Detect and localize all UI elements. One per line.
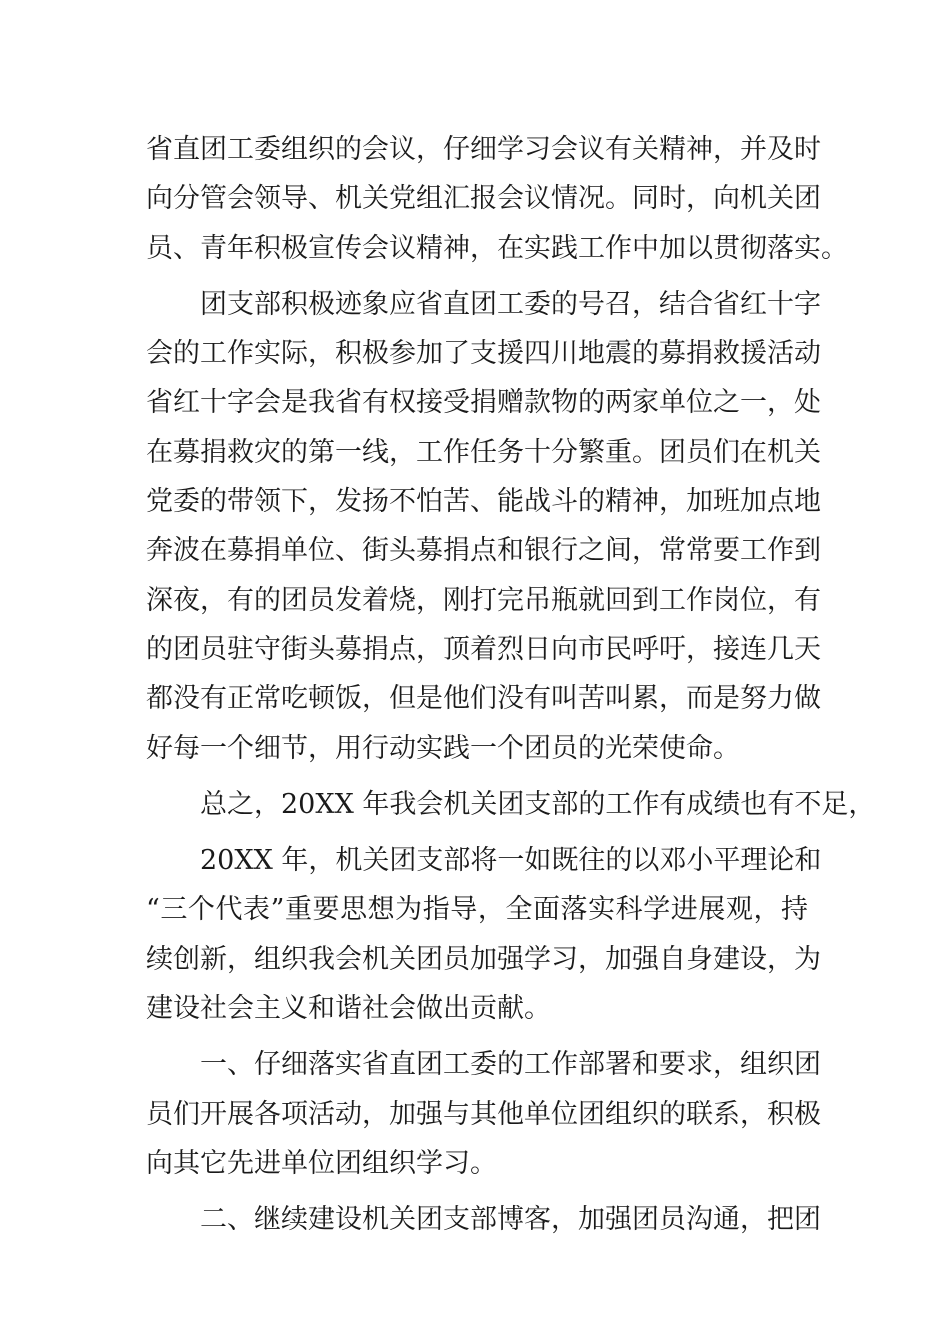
- paragraph: [146, 836, 822, 1033]
- text-line: 员们开展各项活动，加强与其他单位团组织的联系，积极: [146, 1098, 821, 1130]
- paragraph: [146, 1195, 821, 1244]
- text-line: 向分管会领导、机关党组汇报会议情况。同时，向机关团: [146, 183, 821, 215]
- paragraph: [146, 280, 821, 773]
- text-line: 党委的带领下，发扬不怕苦、能战斗的精神，加班加点地: [146, 486, 821, 518]
- text-line: 省红十字会是我省有权接受捐赠款物的两家单位之一，处: [146, 387, 821, 419]
- paragraph-gap: [146, 1188, 808, 1195]
- text-line: 团支部积极迹象应省直团工委的号召，结合省红十字: [200, 288, 821, 320]
- paragraph-gap: [146, 1033, 808, 1040]
- text-line: 奔波在募捐单位、街头募捐点和银行之间，常常要工作到: [146, 535, 821, 567]
- text-line: 向其它先进单位团组织学习。: [146, 1147, 497, 1179]
- text-line: 省直团工委组织的会议，仔细学习会议有关精神，并及时: [146, 134, 821, 165]
- text-line: 建设社会主义和谐社会做出贡献。: [146, 993, 551, 1025]
- document-body: [146, 125, 876, 1245]
- text-line: 会的工作实际，积极参加了支援四川地震的募捐救援活动: [146, 338, 821, 370]
- paragraph-gap: [146, 773, 808, 780]
- text-line: 的团员驻守街头募捐点，顶着烈日向市民呼吁，接连几天: [146, 633, 821, 665]
- text-line: 在募捐救灾的第一线，工作任务十分繁重。团员们在机关: [146, 436, 821, 468]
- text-line: 员、青年积极宣传会议精神，在实践工作中加以贯彻落实。: [146, 232, 848, 264]
- paragraph: [146, 780, 876, 829]
- paragraph: [146, 125, 848, 273]
- paragraph: [146, 1040, 821, 1188]
- text-line: “三个代表”重要思想为指导，全面落实科学进展观，持: [146, 894, 808, 926]
- paragraph-gap: [146, 829, 808, 836]
- text-line: 一、仔细落实省直团工委的工作部署和要求，组织团: [200, 1049, 821, 1081]
- text-line: 深夜，有的团员发着烧，刚打完吊瓶就回到工作岗位，有: [146, 584, 821, 616]
- text-line: 总之，20XX 年我会机关团支部的工作有成绩也有不足，: [200, 788, 876, 820]
- text-line: 都没有正常吃顿饭，但是他们没有叫苦叫累，而是努力做: [146, 683, 821, 715]
- text-line: 好每一个细节，用行动实践一个团员的光荣使命。: [146, 732, 740, 764]
- text-line: 二、继续建设机关团支部博客，加强团员沟通，把团: [200, 1204, 821, 1236]
- text-line: 续创新，组织我会机关团员加强学习，加强自身建设，为: [146, 943, 821, 975]
- paragraph-gap: [146, 273, 808, 280]
- text-line: 20XX 年，机关团支部将一如既往的以邓小平理论和: [200, 845, 822, 877]
